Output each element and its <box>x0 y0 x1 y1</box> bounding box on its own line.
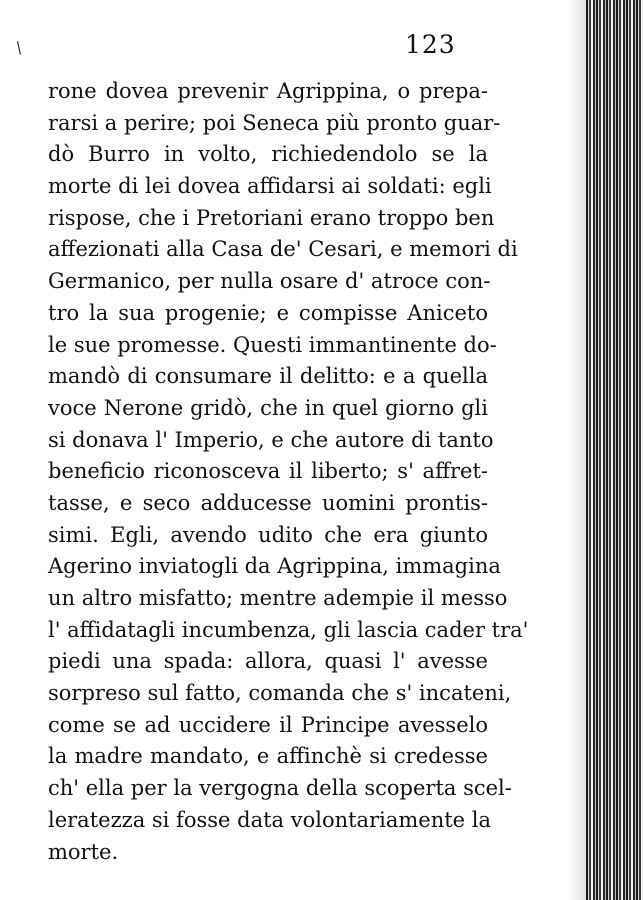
text-line: l' affidatagli incumbenza, gli lascia cader tra' <box>48 617 529 642</box>
text-line: voce Nerone gridò, che in quel giorno gli <box>48 395 488 420</box>
text-line: leratezza si fosse data volontariamente la <box>48 807 491 832</box>
text-line: piedi una spada: allora, quasi l' avesse <box>48 649 488 674</box>
text-line: si donava l' Imperio, e che autore di tanto <box>48 427 494 452</box>
text-line: rarsi a perire; poi Seneca più pronto guar- <box>48 110 501 135</box>
margin-mark: / <box>11 37 26 58</box>
text-line: rispose, che i Pretoriani erano troppo ben <box>48 205 495 230</box>
text-line: le sue promesse. Questi immantinente do- <box>48 332 497 357</box>
text-line: tro la sua progenie; e compisse Aniceto <box>48 300 488 325</box>
text-line: Germanico, per nulla osare d' atroce con- <box>48 269 491 294</box>
text-line: mandò di consumare il delitto: e a quella <box>48 364 488 389</box>
text-line: morte di lei dovea affidarsi ai soldati: egli <box>48 174 492 199</box>
text-line: un altro misfatto; mentre adempie il messo <box>48 586 508 610</box>
text-line: sorpreso sul fatto, comanda che s' incateni, <box>48 681 512 706</box>
text-line: rone dovea prevenir Agrippina, o prepa- <box>48 79 488 103</box>
text-line: Agerino inviatogli da Agrippina, immagina <box>48 554 501 579</box>
body-text <box>48 76 529 868</box>
text-line: come se ad uccidere il Principe avesselo <box>48 712 488 737</box>
book-spine-edge <box>586 0 643 900</box>
text-line: beneficio riconosceva il liberto; s' affret- <box>48 459 488 484</box>
text-line: dò Burro in volto, richiedendolo se la <box>48 142 488 167</box>
text-line: la madre mandato, e affinchè si credesse <box>48 744 488 769</box>
text-line: simi. Egli, avendo udito che era giunto <box>48 522 488 547</box>
text-line: ch' ella per la vergogna della scoperta scel- <box>48 776 512 801</box>
text-line-last: morte. <box>48 839 119 864</box>
text-line: tasse, e seco adducesse uomini prontis- <box>48 490 488 515</box>
text-line: affezionati alla Casa de' Cesari, e memori di <box>48 237 518 262</box>
gutter-shadow <box>566 0 588 900</box>
page-number: 123 <box>405 30 456 59</box>
